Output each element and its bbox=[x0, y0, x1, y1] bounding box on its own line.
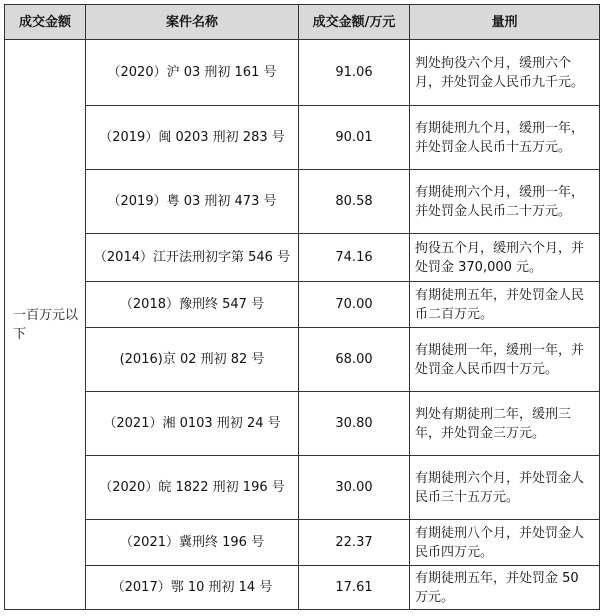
case-name: （2020）皖 1822 刑初 196 号 bbox=[86, 456, 299, 520]
case-sentence: 有期徒刑九个月，缓刑一年，并处罚金人民币十五万元。 bbox=[410, 106, 600, 170]
case-name: （2014）江开法刑初字第 546 号 bbox=[86, 234, 299, 282]
group-label: 一百万元以下 bbox=[5, 40, 86, 610]
case-amount: 68.00 bbox=[299, 328, 410, 392]
table-row bbox=[5, 328, 600, 392]
header-amount: 成交金额/万元 bbox=[299, 5, 410, 40]
case-sentence: 拘役五个月，缓刑六个月，并处罚金 370,000 元。 bbox=[410, 234, 600, 282]
table-row bbox=[5, 392, 600, 456]
case-sentence: 有期徒刑一年，缓刑一年，并处罚金人民币四十万元。 bbox=[410, 328, 600, 392]
table-row bbox=[5, 40, 600, 106]
case-name: （2019）闽 0203 刑初 283 号 bbox=[86, 106, 299, 170]
case-sentence: 有期徒刑五年，并处罚金 50 万元。 bbox=[410, 566, 600, 610]
case-name: (2016)京 02 刑初 82 号 bbox=[86, 328, 299, 392]
table-row bbox=[5, 282, 600, 328]
case-amount: 30.00 bbox=[299, 456, 410, 520]
table-row bbox=[5, 106, 600, 170]
case-name: （2017）鄂 10 刑初 14 号 bbox=[86, 566, 299, 610]
header-row bbox=[5, 5, 600, 40]
case-amount: 30.80 bbox=[299, 392, 410, 456]
case-sentence: 有期徒刑六个月，缓刑一年，并处罚金人民币二十万元。 bbox=[410, 170, 600, 234]
case-name: （2020）沪 03 刑初 161 号 bbox=[86, 40, 299, 106]
table-row bbox=[5, 170, 600, 234]
header-sentence: 量刑 bbox=[410, 5, 600, 40]
case-name: （2018）豫刑终 547 号 bbox=[86, 282, 299, 328]
case-sentence: 有期徒刑八个月，并处罚金人民币四万元。 bbox=[410, 520, 600, 566]
case-amount: 90.01 bbox=[299, 106, 410, 170]
case-sentence: 判处拘役六个月，缓刑六个月，并处罚金人民币九千元。 bbox=[410, 40, 600, 106]
case-amount: 74.16 bbox=[299, 234, 410, 282]
header-amount-range: 成交金额 bbox=[5, 5, 86, 40]
case-sentence: 判处有期徒刑二年，缓刑三年，并处罚金三万元。 bbox=[410, 392, 600, 456]
case-name: （2019）粤 03 刑初 473 号 bbox=[86, 170, 299, 234]
table-row bbox=[5, 520, 600, 566]
header-case-name: 案件名称 bbox=[86, 5, 299, 40]
sentencing-table bbox=[4, 4, 600, 610]
case-sentence: 有期徒刑六个月，并处罚金人民币三十五万元。 bbox=[410, 456, 600, 520]
table-row bbox=[5, 566, 600, 610]
case-name: （2021）冀刑终 196 号 bbox=[86, 520, 299, 566]
case-amount: 22.37 bbox=[299, 520, 410, 566]
case-amount: 91.06 bbox=[299, 40, 410, 106]
case-amount: 17.61 bbox=[299, 566, 410, 610]
table-row bbox=[5, 456, 600, 520]
case-amount: 70.00 bbox=[299, 282, 410, 328]
case-name: （2021）湘 0103 刑初 24 号 bbox=[86, 392, 299, 456]
table-row bbox=[5, 234, 600, 282]
case-sentence: 有期徒刑五年，并处罚金人民币二百万元。 bbox=[410, 282, 600, 328]
case-amount: 80.58 bbox=[299, 170, 410, 234]
